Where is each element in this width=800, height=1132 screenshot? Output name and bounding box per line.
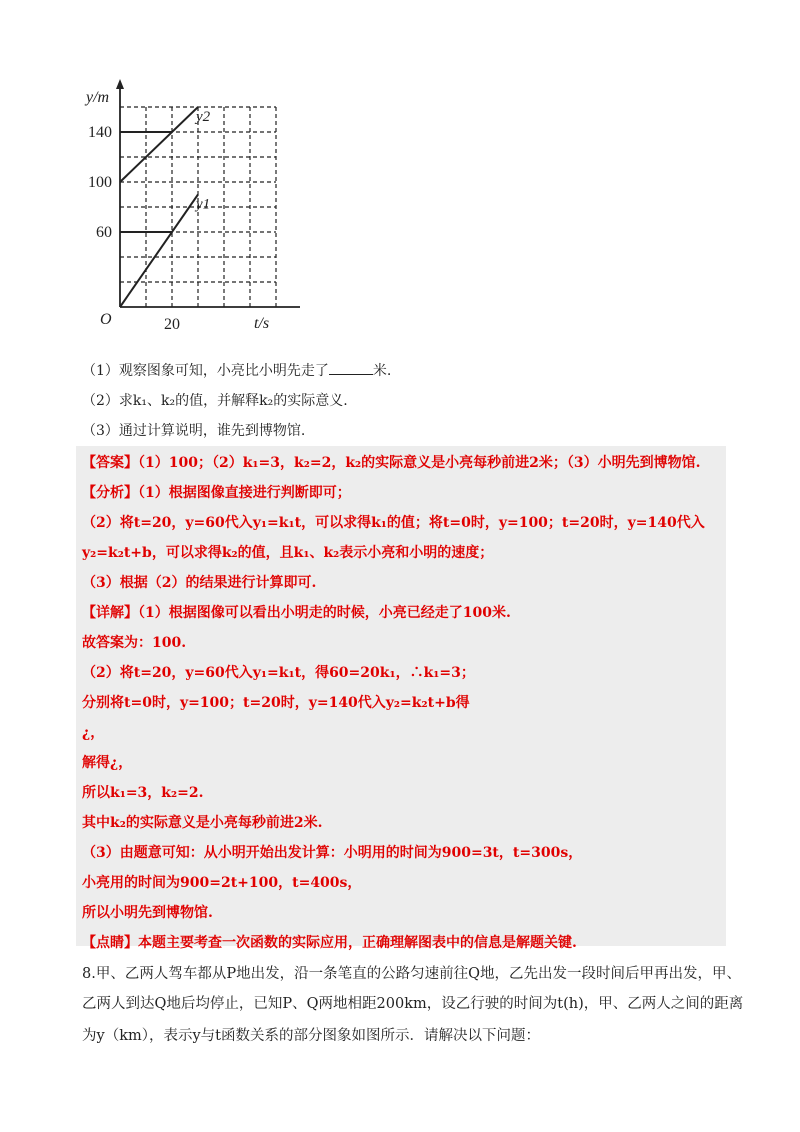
detail-line-9: （3）由题意可知：从小明开始出发计算：小明用的时间为900=3t，t=300s， [82,845,583,861]
question-1-text: （1）观察图象可知，小亮比小明先走了 [82,363,329,379]
problem-8-line-3: 为y（km），表示y与t函数关系的部分图象如图所示．请解决以下问题： [82,1028,540,1044]
detail-line-4: 分别将t=0时，y=100；t=20时，y=140代入y₂=k₂t+b得 [82,695,470,711]
x-tick-label: 20 [164,316,180,333]
detail-line-5: ¿， [82,725,105,741]
y-tick-label: 100 [88,174,112,191]
problem-8-line-1: 8.甲、乙两人驾车都从P地出发，沿一条笔直的公路匀速前往Q地，乙先出发一段时间后甲再出发，甲、 [82,966,741,982]
comment-tag: 【点睛】 [82,935,138,951]
series-line-y2 [120,107,198,182]
analysis-text-1: （1）根据图像直接进行判断即可； [138,485,351,501]
comment-line [82,932,577,952]
question-2: （2）求k₁、k₂的值，并解释k₂的实际意义. [82,393,348,409]
analysis-tag: 【分析】 [82,485,138,501]
detail-line-1 [82,602,511,622]
y-axis-arrow [116,79,124,89]
answer-tag: 【答案】 [82,455,138,471]
detail-tag: 【详解】 [82,605,138,621]
question-1 [82,360,391,380]
line-graph [60,70,300,340]
detail-line-2: 故答案为：100. [82,635,187,651]
detail-text-1: （1）根据图像可以看出小明走的时候，小亮已经走了100米. [138,605,511,621]
series-line-y1 [120,195,198,308]
x-axis-label: t/s [254,315,270,332]
answer-text: （1）100；（2）k₁=3，k₂=2，k₂的实际意义是小亮每秒前进2米；（3）小明先到博物馆. [138,455,701,471]
y-axis-label: y/m [86,89,110,106]
chart-svg [60,70,300,340]
answer-line [82,452,701,472]
detail-line-7: 所以k₁=3，k₂=2. [82,785,204,801]
detail-line-8: 其中k₂的实际意义是小亮每秒前进2米. [82,815,323,831]
question-1-suffix: 米. [372,363,392,379]
origin-label: O [100,311,112,328]
analysis-line-4: （3）根据（2）的结果进行计算即可. [82,575,317,591]
series-label-y1: y1 [196,196,211,213]
analysis-line-3: y₂=k₂t+b，可以求得k₂的值，且k₁、k₂表示小亮和小明的速度； [82,545,494,561]
detail-line-10: 小亮用的时间为900=2t+100，t=400s， [82,875,362,891]
comment-text: 本题主要考查一次函数的实际应用，正确理解图表中的信息是解题关键. [138,935,577,951]
y-tick-label: 140 [88,124,112,141]
detail-line-6: 解得¿， [82,755,133,771]
detail-line-3: （2）将t=20，y=60代入y₁=k₁t，得60=20k₁，∴k₁=3； [82,665,475,681]
answer-blank [329,362,373,375]
analysis-line-2: （2）将t=20，y=60代入y₁=k₁t，可以求得k₁的值；将t=0时，y=100；t=20时，y=140代入 [82,515,705,531]
series-label-y2: y2 [196,109,211,125]
analysis-line-1 [82,482,351,502]
problem-8-line-2: 乙两人到达Q地后均停止，已知P、Q两地相距200km，设乙行驶的时间为t(h)，甲、乙两人之间的距离 [82,996,744,1012]
y-tick-label: 60 [96,224,112,241]
question-3: （3）通过计算说明，谁先到博物馆. [82,423,306,439]
detail-line-11: 所以小明先到博物馆. [82,905,213,921]
